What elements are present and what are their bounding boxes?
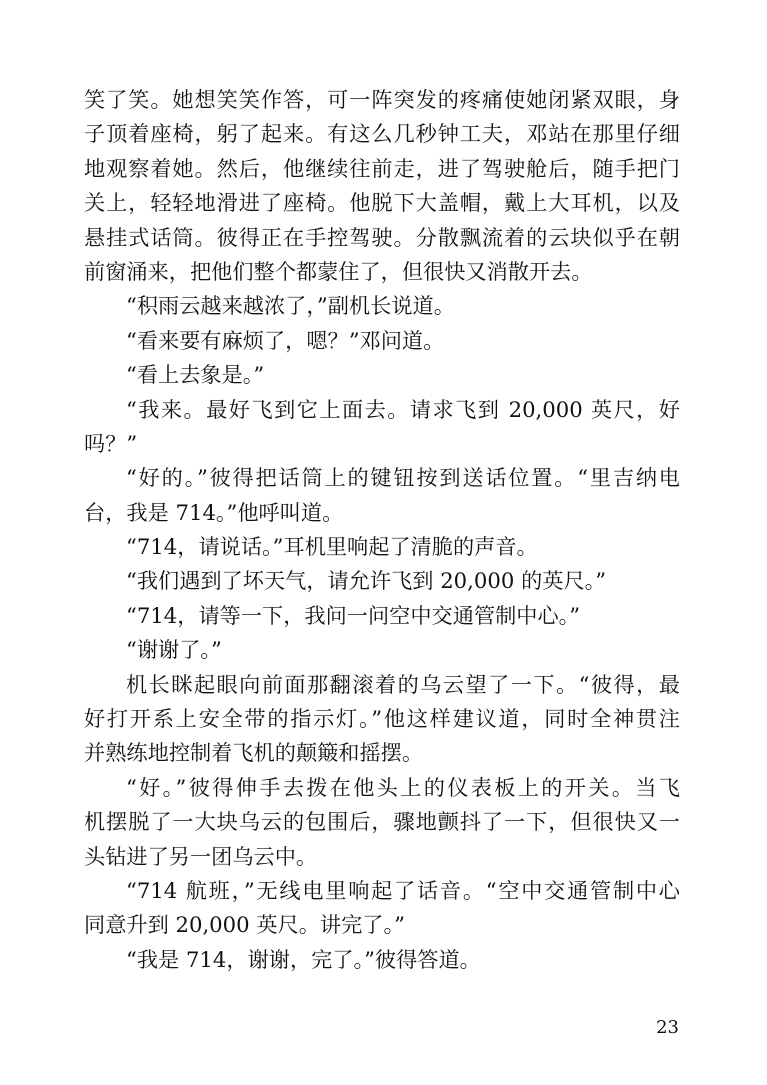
- text-line: “714，请等一下，我问一问空中交通管制中心。”: [126, 602, 581, 628]
- text-line: “714，请说话。”耳机里响起了清脆的声音。: [126, 534, 538, 560]
- text-line: “积雨云越来越浓了，”副机长说道。: [126, 293, 455, 319]
- text-line: “好的。”彼得把话筒上的键钮按到送话位置。“里吉纳电: [126, 465, 680, 491]
- text-line: 悬挂式话筒。彼得正在手控驾驶。分散飘流着的云块似乎在朝: [84, 224, 680, 250]
- text-line: “714 航班，”无线电里响起了话音。“空中交通管制中心: [126, 877, 680, 903]
- text-line: “我们遇到了坏天气，请允许飞到 20,000 的英尺。”: [126, 568, 607, 594]
- text-line: “好。”彼得伸手去拨在他头上的仪表板上的开关。当飞: [126, 774, 680, 800]
- text-line: 地观察着她。然后，他继续往前走，进了驾驶舱后，随手把门: [84, 155, 680, 181]
- text-line: “我是 714，谢谢，完了。”彼得答道。: [126, 946, 481, 972]
- text-line: “谢谢了。”: [126, 637, 222, 663]
- text-line: 吗？”: [84, 430, 138, 456]
- text-line: “看来要有麻烦了，嗯？”邓问道。: [126, 327, 445, 353]
- text-line: 关上，轻轻地滑进了座椅。他脱下大盖帽，戴上大耳机，以及: [84, 190, 680, 216]
- text-line: 机长眯起眼向前面那翻滚着的乌云望了一下。“彼得，最: [126, 671, 680, 697]
- text-line: 并熟练地控制着飞机的颠簸和摇摆。: [84, 740, 424, 766]
- text-line: 头钻进了另一团乌云中。: [84, 843, 318, 869]
- text-line: 同意升到 20,000 英尺。讲完了。”: [84, 912, 405, 938]
- text-line: 笑了笑。她想笑笑作答，可一阵突发的疼痛使她闭紧双眼，身: [84, 87, 680, 112]
- page-number: 23: [656, 1017, 679, 1038]
- text-line: 前窗涌来，把他们整个都蒙住了，但很快又消散开去。: [84, 258, 593, 284]
- text-line: “看上去象是。”: [126, 362, 265, 388]
- text-line: 子顶着座椅，躬了起来。有这么几秒钟工夫，邓站在那里仔细: [84, 121, 680, 147]
- text-line: 好打开系上安全带的指示灯。”他这样建议道，同时全神贯注: [84, 706, 680, 732]
- text-line: “我来。最好飞到它上面去。请求飞到 20,000 英尺，好: [126, 396, 680, 422]
- text-line: 台，我是 714。”他呼叫道。: [84, 499, 344, 525]
- body-text: [84, 83, 680, 977]
- text-line: 机摆脱了一大块乌云的包围后，骤地颤抖了一下，但很快又一: [84, 809, 680, 835]
